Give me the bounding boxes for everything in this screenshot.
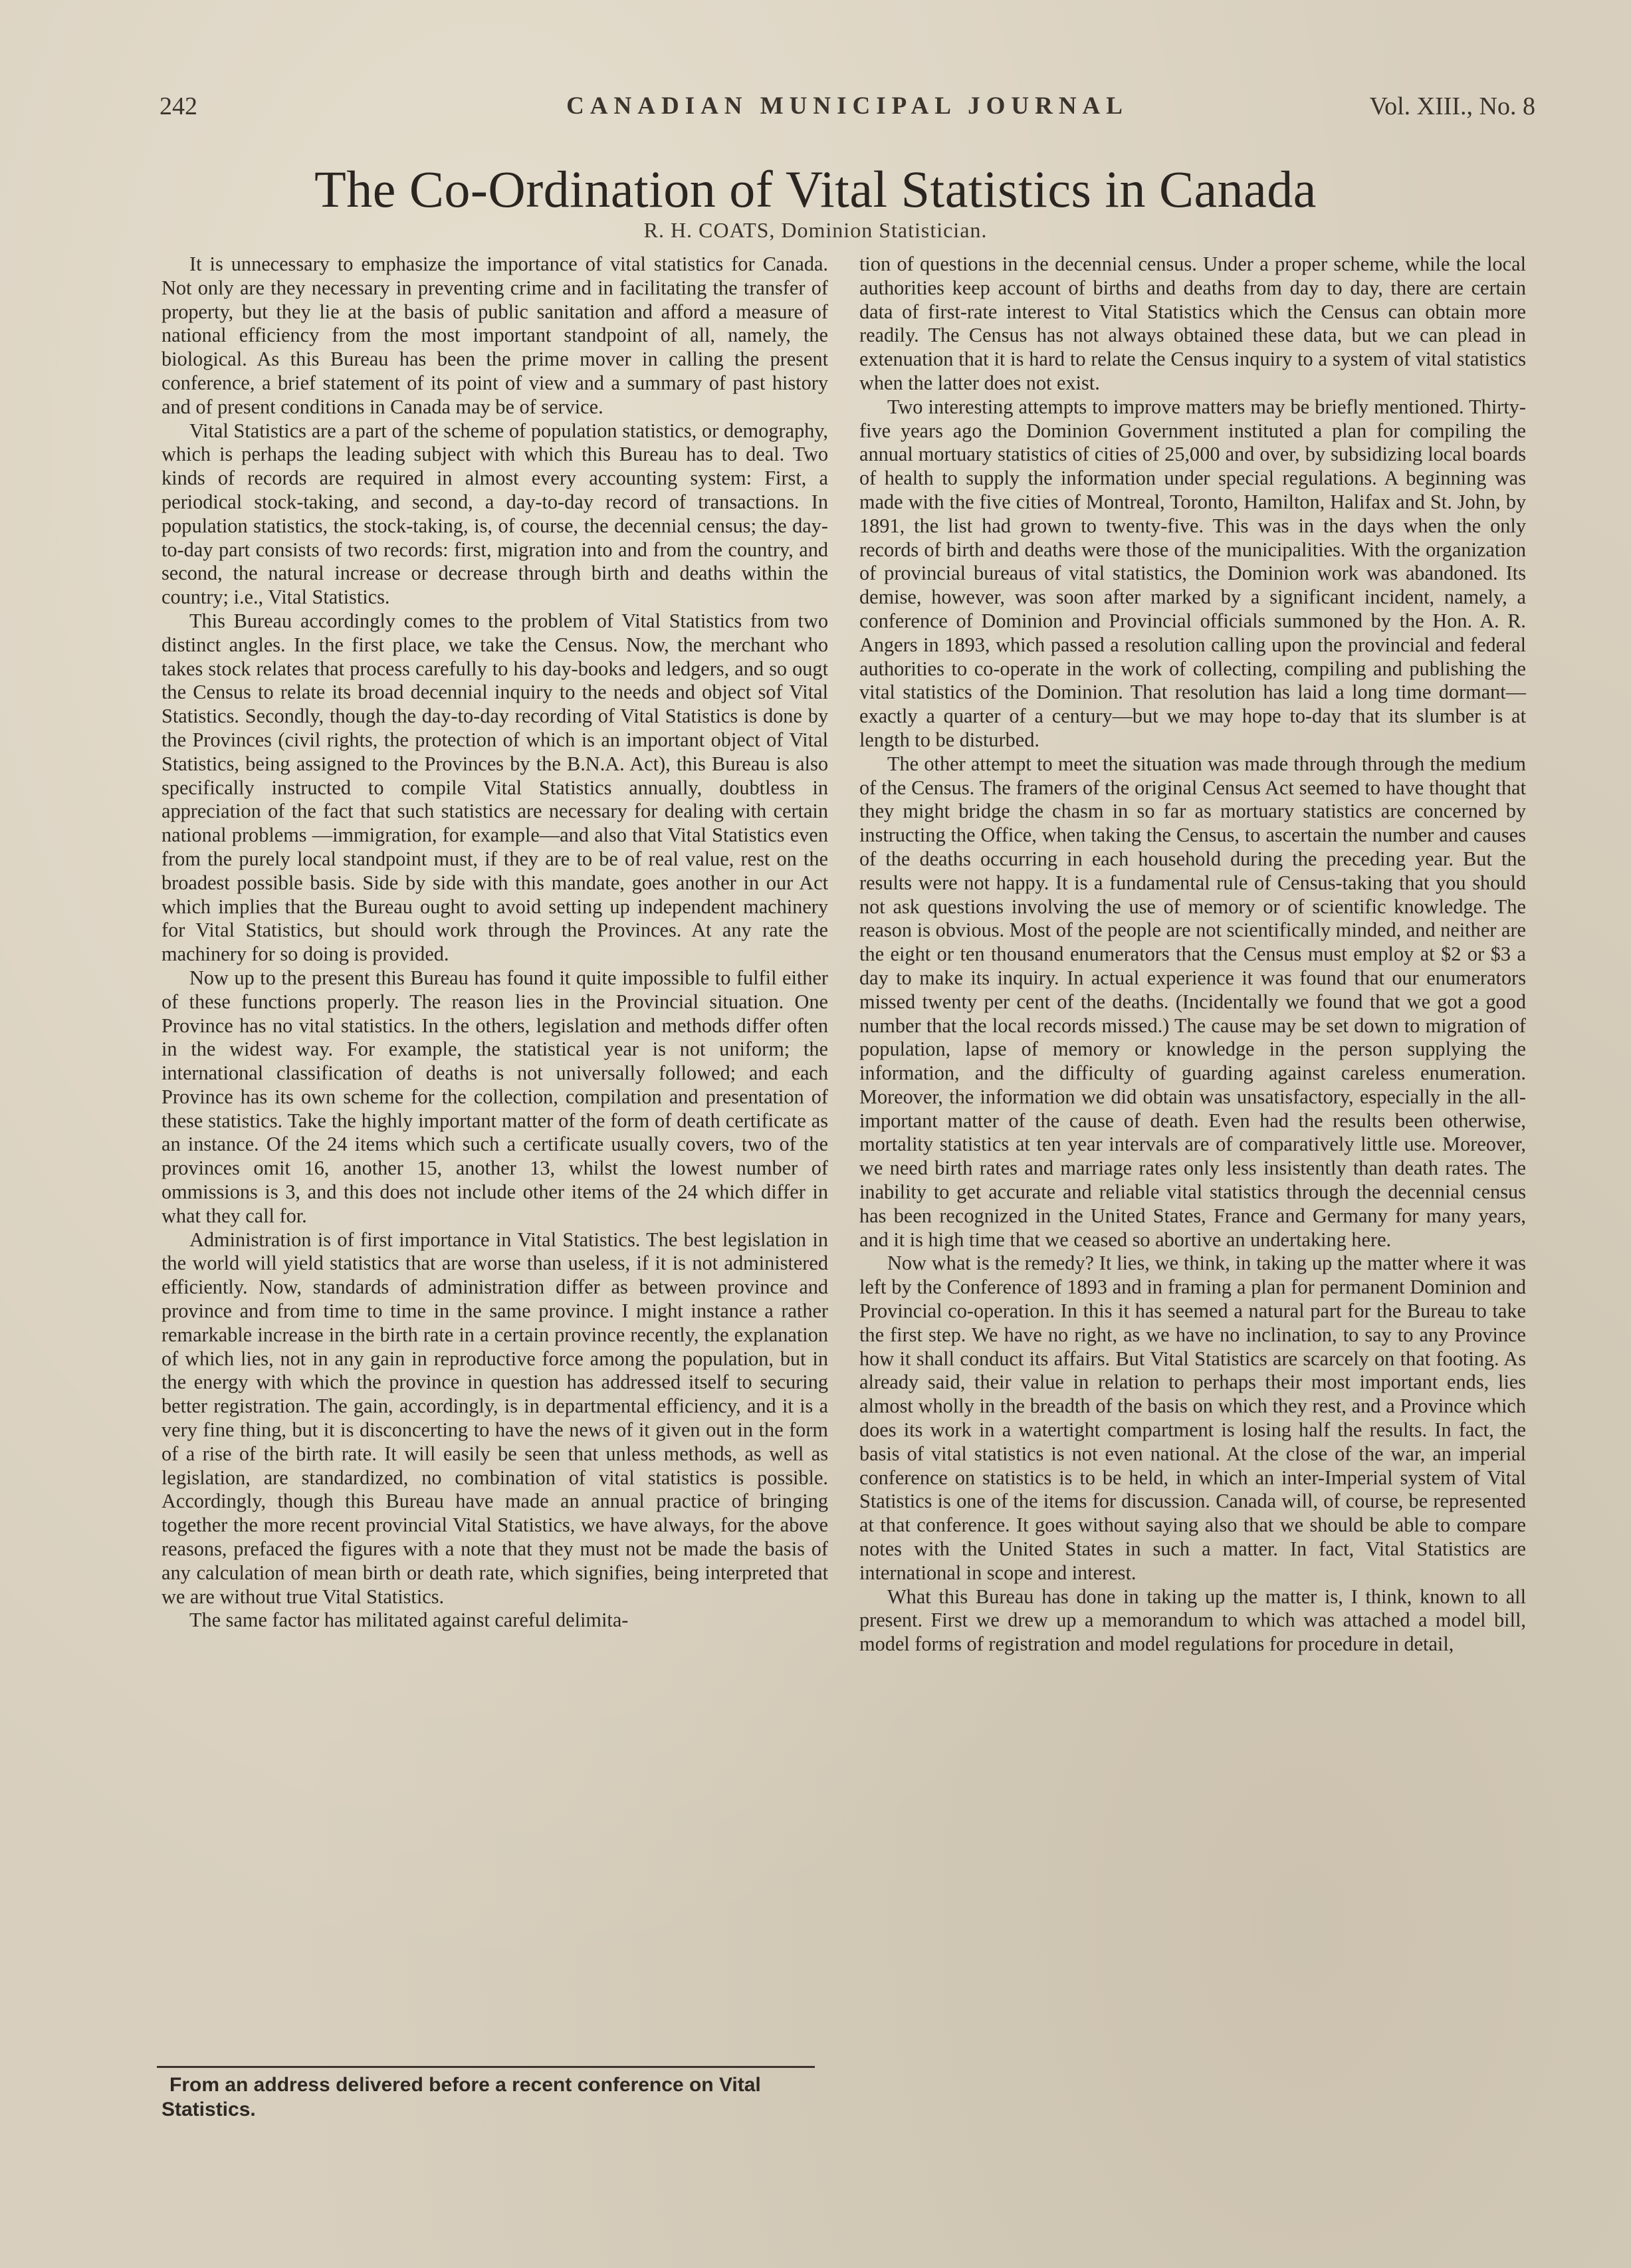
- article-title: The Co-Ordination of Vital Statistics in Canada: [314, 160, 1317, 218]
- paragraph: tion of questions in the decennial census. Under a proper scheme, while the local authorities keep account of births and deaths from day to day, there are certain data of first-rate interest to Vital Statistics which the Census can obtain more readily. The Census has not always obtained these data, but we can plead in extenuation that it is hard to relate the Census inquiry to a system of vital statistics when the latter does not exist.: [859, 253, 1526, 394]
- left-column: [162, 253, 828, 1633]
- paragraph: It is unnecessary to emphasize the importance of vital statistics for Canada. Not only are they necessary in preventing crime and in facilitating the transfer of property, but they lie at the basis of public sanitation and afford a measure of national efficiency from the most important standpoint of all, namely, the biological. As this Bureau has been the prime mover in calling the present conference, a brief statement of its point of view and a summary of past history and of present conditions in Canada may be of service.: [162, 253, 828, 418]
- paragraph: Vital Statistics are a part of the scheme of population statistics, or demography, which is perhaps the leading subject with which this Bureau has to deal. Two kinds of records are required in almost every accounting system: First, a periodical stock-taking, and second, a day-to-day record of transactions. In population statistics, the stock-taking, is, of course, the decennial census; the day-to-day part consists of two records: first, migration into and from the country, and second, the natural increase or decrease through birth and deaths within the country; i.e., Vital Statistics.: [162, 419, 828, 609]
- volume-number: Vol. XIII., No. 8: [1369, 92, 1535, 120]
- article-byline: R. H. COATS, Dominion Statistician.: [643, 218, 988, 242]
- paragraph: The same factor has militated against careful delimita-: [189, 1609, 629, 1632]
- page-header: [160, 92, 1535, 132]
- footnote-divider: [157, 2066, 815, 2068]
- right-column: [859, 253, 1526, 1656]
- paragraph: Now what is the remedy? It lies, we think, in taking up the matter where it was left by the Conference of 1893 and in framing a plan for permanent Dominion and Provincial co-operation. In this it has seemed a natural part for the Bureau to take the first step. We have no right, as we have no inclination, to say to any Province how it shall conduct its affairs. But Vital Statistics are scarcely on that footing. As already said, their value in relation to perhaps their most important ends, lies almost wholly in the breadth of the basis on which they rest, and a Province which does its work in a watertight compartment is losing half the results. In fact, the basis of vital statistics is not even national. At the close of the war, an imperial conference on statistics is to be held, in which an inter-Imperial system of Vital Statistics is one of the items for discussion. Canada will, of course, be represented at that conference. It goes without saying also that we should be able to compare notes with the United States in such a matter. In fact, Vital Statistics are international in scope and interest.: [859, 1252, 1526, 1584]
- paragraph: Administration is of first importance in Vital Statistics. The best legislation in the world will yield statistics that are worse than useless, if it is not administered efficiently. Now, standards of administration differ as between province and province and from time to time in the same province. I might instance a rather remarkable increase in the birth rate in a certain province recently, the explanation of which lies, not in any gain in reproductive force among the population, but in the energy with which the province in question has addressed itself to securing better registration. The gain, accordingly, is in departmental efficiency, and it is a very fine thing, but it is disconcerting to have the news of it given out in the form of a rise of the birth rate. It will easily be seen that unless methods, as well as legislation, are standardized, no combination of vital statistics is possible. Accordingly, though this Bureau have made an annual practice of bringing together the more recent provincial Vital Statistics, we have always, for the above reasons, prefaced the figures with a note that they must not be made the basis of any calculation of mean birth or death rate, which signifies, being interpreted that we are without true Vital Statistics.: [162, 1228, 828, 1608]
- paragraph: What this Bureau has done in taking up the matter is, I think, known to all present. First we drew up a memorandum to which was attached a model bill, model forms of registration and model regulations for procedure in detail,: [859, 1585, 1526, 1656]
- paragraph: Two interesting attempts to improve matters may be briefly mentioned. Thirty-five years ago the Dominion Government instituted a plan for compiling the annual mortuary statistics of cities of 25,000 and over, by subsidizing local boards of health to supply the information under special regulations. A beginning was made with the five cities of Montreal, Toronto, Hamilton, Halifax and St. John, by 1891, the list had grown to twenty-five. This was in the days when the only records of birth and deaths were those of the municipalities. With the organization of provincial bureaus of vital statistics, the Dominion work was abandoned. Its demise, however, was soon after marked by a significant incident, namely, a conference of Dominion and Provincial officials summoned by the Hon. A. R. Angers in 1893, which passed a resolution calling upon the provincial and federal authorities to co-operate in the work of collecting, compiling and publishing the vital statistics of the Dominion. That resolution has laid a long time dormant—exactly a quarter of a century—but we may hope to-day that its slumber is at length to be disturbed.: [859, 395, 1526, 751]
- paragraph: Now up to the present this Bureau has found it quite impossible to fulfil either of these functions properly. The reason lies in the Provincial situation. One Province has no vital statistics. In the others, legislation and methods differ often in the widest way. For example, the statistical year is not uniform; the international classification of deaths is not universally followed; and each Province has its own scheme for the collection, compilation and presentation of these statistics. Take the highly important matter of the form of death certificate as an instance. Of the 24 items which such a certificate usually covers, two of the provinces omit 16, another 15, another 13, whilst the lowest number of ommissions is 3, and this does not include other items of the 24 which differ in what they call for.: [162, 966, 828, 1227]
- journal-title: CANADIAN MUNICIPAL JOURNAL: [566, 92, 1129, 120]
- footnote: From an address delivered before a recent conference on Vital Statistics.: [162, 2074, 761, 2120]
- page-number: 242: [160, 92, 197, 120]
- paragraph: This Bureau accordingly comes to the problem of Vital Statistics from two distinct angles. In the first place, we take the Census. Now, the merchant who takes stock relates that process carefully to his day-books and ledgers, and so ougt the Census to relate its broad decennial inquiry to the needs and object sof Vital Statistics. Secondly, though the day-to-day recording of Vital Statistics is done by the Provinces (civil rights, the protection of which is an important object of Vital Statistics, being assigned to the Provinces by the B.N.A. Act), this Bureau is also specifically instructed to compile Vital Statistics annually, doubtless in appreciation of the fact that such statistics are necessary for dealing with certain national problems —immigration, for example—and also that Vital Statistics even from the purely local standpoint must, if they are to be of real value, rest on the broadest possible basis. Side by side with this mandate, goes another in our Act which implies that the Bureau ought to avoid setting up independent machinery for Vital Statistics, but should work through the Provinces. At any rate the machinery for so doing is provided.: [162, 609, 828, 966]
- paragraph: The other attempt to meet the situation was made through through the medium of the Census. The framers of the original Census Act seemed to have thought that they might bridge the chasm in so far as mortuary statistics are concerned by instructing the Office, when taking the Census, to ascertain the number and causes of the deaths occurring in each household during the preceding year. But the results were not happy. It is a fundamental rule of Census-taking that you should not ask questions involving the use of memory or of scientific knowledge. The reason is obvious. Most of the people are not scientifically minded, and neither are the eight or ten thousand enumerators that the Census must employ at $2 or $3 a day to make its inquiry. In actual experience it was found that our enumerators missed twenty per cent of the deaths. (Incidentally we found that we got a good number that the local records missed.) The cause may be set down to migration of population, lapse of memory or knowledge in the person supplying the information, and the difficulty of guarding against careless enumeration. Moreover, the information we did obtain was unsatisfactory, especially in the all-important matter of the cause of death. Even had the results been otherwise, mortality statistics at ten year intervals are of comparatively little use. Moreover, we need birth rates and marriage rates only less insistently than death rates. The inability to get accurate and reliable vital statistics through the decennial census has been recognized in the United States, France and Germany for many years, and it is high time that we ceased so abortive an undertaking here.: [859, 752, 1526, 1251]
